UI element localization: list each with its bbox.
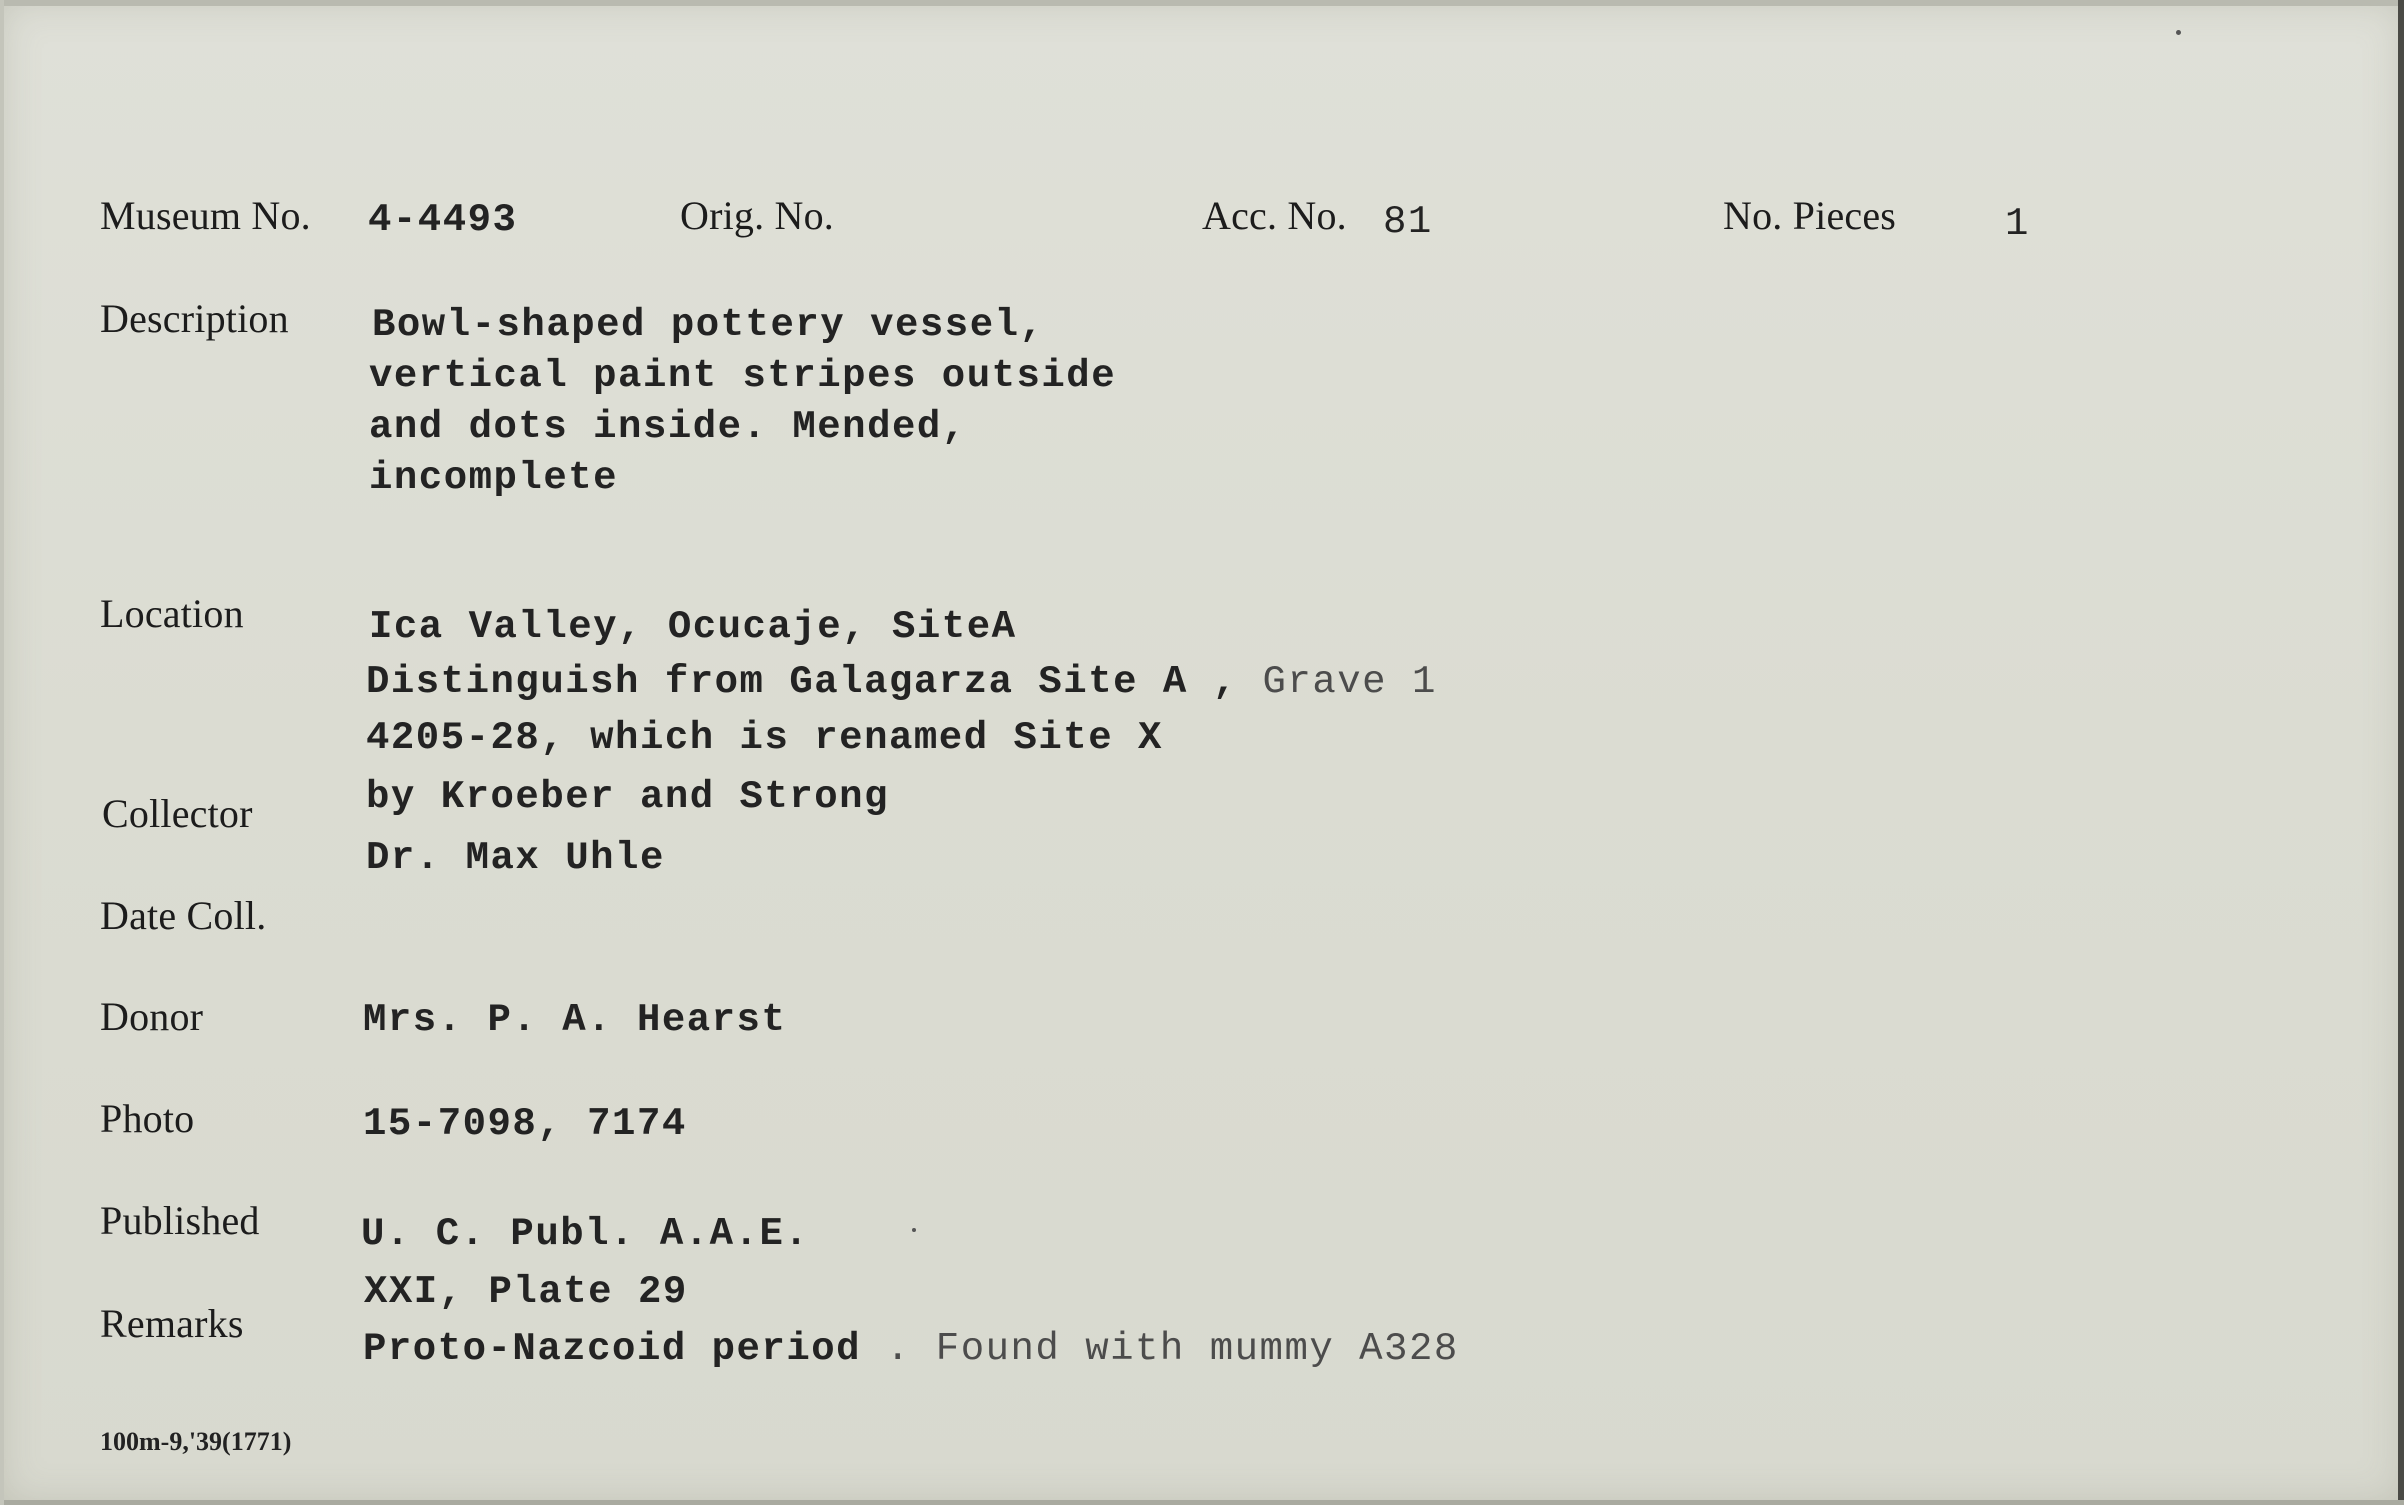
remarks-label: Remarks [100,1301,244,1346]
description-label: Description [100,296,289,341]
collector-label: Collector [102,791,253,836]
form-code: 100m-9,'39(1771) [100,1427,292,1456]
card-edge-top [0,0,2404,6]
location-line-4: by Kroeber and Strong [366,775,889,819]
collector-value: Dr. Max Uhle [366,836,665,880]
no-pieces-value: 1 [2005,202,2030,246]
no-pieces-label: No. Pieces [1723,193,1897,238]
acc-no-label: Acc. No. [1202,193,1347,238]
card-edge-left [0,0,4,1505]
acc-no-value: 81 [1383,200,1433,244]
remarks-main: Proto-Nazcoid period [363,1327,862,1371]
description-line: vertical paint stripes outside [369,354,1117,398]
photo-label: Photo [100,1096,195,1141]
description-line: incomplete [369,456,619,500]
published-line-1: U. C. Publ. A.A.E. [361,1212,810,1256]
date-coll-label: Date Coll. [100,893,267,938]
published-label: Published [100,1198,260,1243]
location-line-2-main: Distinguish from Galagarza Site A , [366,660,1238,704]
description-line: and dots inside. Mended, [369,405,967,449]
orig-no-label: Orig. No. [680,193,835,238]
location-line-3: 4205-28, which is renamed Site X [366,716,1163,760]
description-line: Bowl-shaped pottery vessel, [372,303,1045,347]
remarks-value [363,1327,1459,1371]
card-edge-bottom [0,1500,2404,1505]
published-line-2: XXI, Plate 29 [364,1270,688,1314]
paper-speck [2176,30,2181,35]
photo-value: 15-7098, 7174 [363,1102,687,1146]
location-label: Location [100,591,244,636]
remarks-added: . Found with mummy A328 [885,1327,1459,1371]
location-line-1: Ica Valley, Ocucaje, SiteA [369,605,1017,649]
location-line-2-added: Grave 1 [1262,660,1437,704]
paper-speck [912,1228,916,1232]
card-edge-right [2398,0,2404,1505]
donor-value: Mrs. P. A. Hearst [363,998,787,1042]
museum-no-value: 4-4493 [368,198,518,242]
location-line-2 [366,660,1437,704]
donor-label: Donor [100,994,204,1039]
museum-no-label: Museum No. [100,193,311,238]
